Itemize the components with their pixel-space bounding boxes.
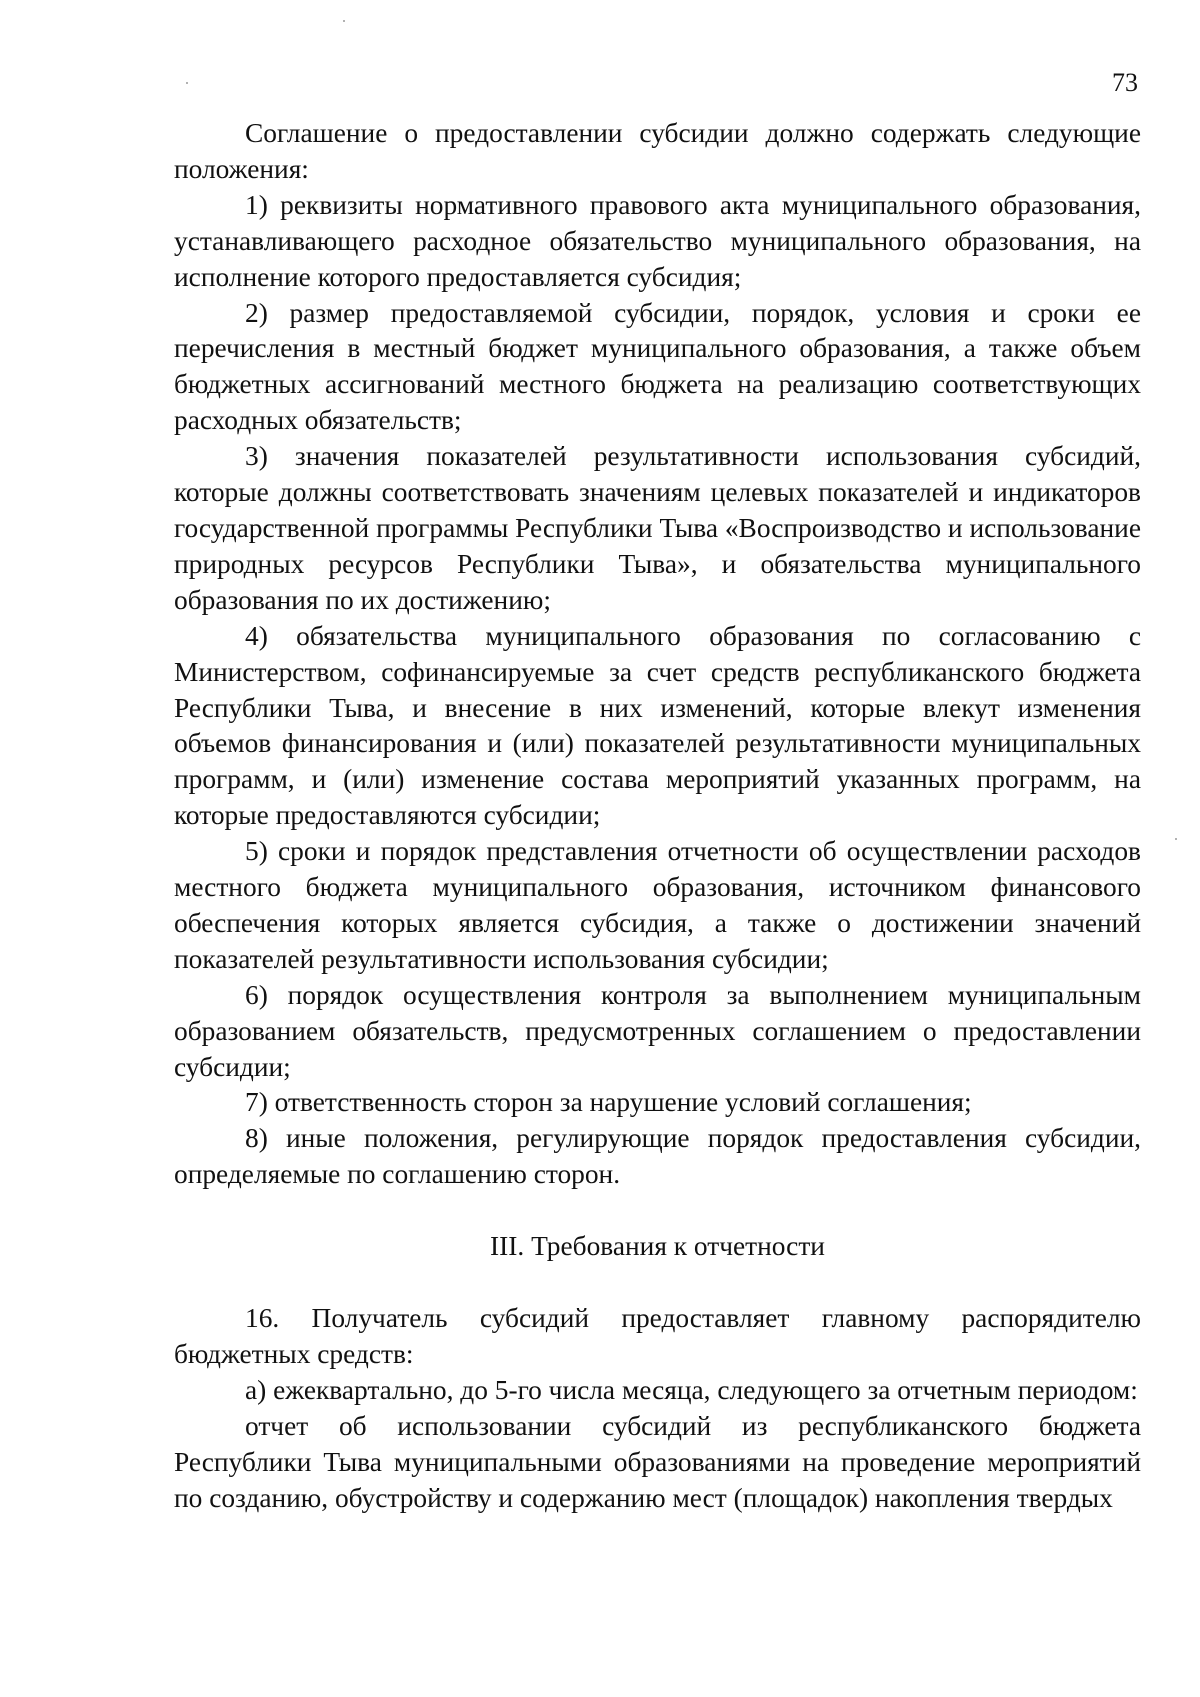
section-heading: III. Требования к отчетности <box>490 1231 825 1262</box>
list-item-5: 5) сроки и порядок представления отчетности об осуществлении расходов местного бюджета муниципального образования, источником финансового обеспечения которых является субсидия, а также о достижении значений показателей результативности использования субсидии; <box>174 836 1141 974</box>
page-number: 73 <box>1112 68 1138 97</box>
subitem-a: а) ежеквартально, до 5-го числа месяца, следующего за отчетным периодом: <box>245 1374 1138 1405</box>
list-item-8: 8) иные положения, регулирующие порядок предоставления субсидии, определяемые по соглашению сторон. <box>174 1123 1141 1190</box>
list-item-3: 3) значения показателей результативности использования субсидий, которые должны соответствовать значениям целевых показателей и индикаторов государственной программы Республики Тыва «Воспроизводство и использование природных ресурсов Республики Тыва», и обязательства муниципального образования по их достижению; <box>174 441 1141 615</box>
paragraph-intro: Соглашение о предоставлении субсидии должно содержать следующие положения: <box>174 118 1141 184</box>
list-item-2: 2) размер предоставляемой субсидии, порядок, условия и сроки ее перечисления в местный бюджет муниципального образования, а также объем бюджетных ассигнований местного бюджета на реализацию соответствующих расходных обязательств; <box>174 297 1141 436</box>
list-item-6: 6) порядок осуществления контроля за выполнением муниципальным образованием обязательств, предусмотренных соглашением о предоставлении субсидии; <box>174 979 1141 1082</box>
list-item-4: 4) обязательства муниципального образования по согласованию с Министерством, софинансируемые за счет средств республиканского бюджета Республики Тыва, и внесение в них изменений, которые влекут изменения объемов финансирования и (или) показателей результативности муниципальных программ, и (или) изменение состава мероприятий указанных программ, на которые предоставляются субсидии; <box>174 620 1141 831</box>
scan-speck <box>343 20 345 22</box>
paragraph-report: отчет об использовании субсидий из республиканского бюджета Республики Тыва муниципальными образованиями на проведение мероприятий по созданию, обустройству и содержанию мест (площадок) накопления твердых <box>174 1410 1141 1513</box>
scan-speck <box>1175 838 1177 840</box>
document-body <box>174 116 1141 1517</box>
paragraph-16: 16. Получатель субсидий предоставляет главному распорядителю бюджетных средств: <box>174 1303 1141 1369</box>
scan-speck <box>186 82 188 84</box>
list-item-1: 1) реквизиты нормативного правового акта муниципального образования, устанавливающего расходное обязательство муниципального образования, на исполнение которого предоставляется субсидия; <box>174 189 1141 292</box>
list-item-7: 7) ответственность сторон за нарушение условий соглашения; <box>245 1087 972 1118</box>
